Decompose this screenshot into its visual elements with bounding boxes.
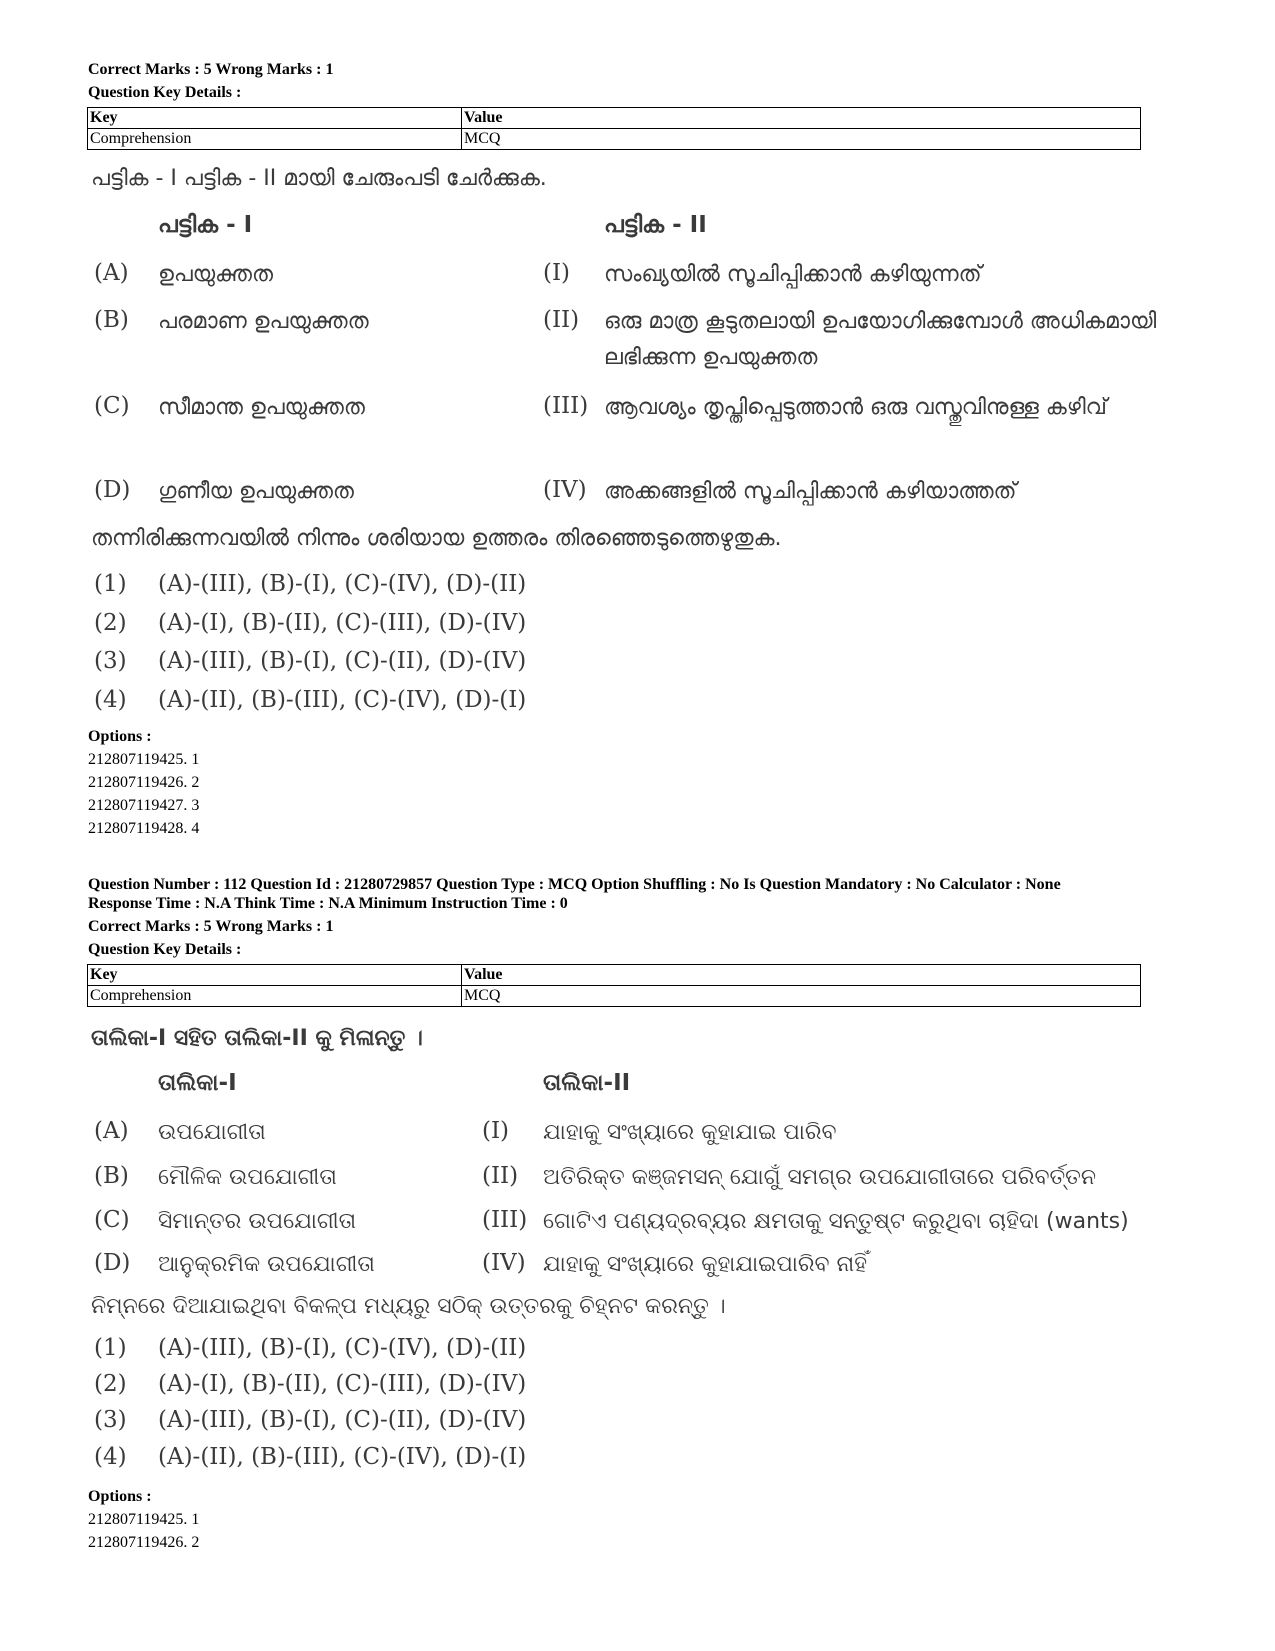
table-row bbox=[88, 108, 1141, 129]
q1-option-2: 212807119426. 2 bbox=[88, 774, 200, 791]
q2-col1-header: ତାଲିକା-I bbox=[158, 1070, 237, 1096]
table-row bbox=[88, 965, 1141, 986]
key-cell: Comprehension bbox=[88, 129, 462, 150]
value-cell: MCQ bbox=[462, 986, 1141, 1007]
q2-marks: Correct Marks : 5 Wrong Marks : 1 bbox=[88, 918, 334, 935]
key-header: Key bbox=[88, 108, 462, 129]
q1-key-table bbox=[87, 107, 1141, 150]
q1-row-iv-label: (IV) bbox=[543, 477, 587, 503]
q1-row-b-label: (B) bbox=[94, 307, 129, 333]
value-header: Value bbox=[462, 965, 1141, 986]
q1-choice-3-text: (A)-(III), (B)-(I), (C)-(II), (D)-(IV) bbox=[158, 648, 527, 674]
key-header: Key bbox=[88, 965, 462, 986]
q2-row-iv-label: (IV) bbox=[482, 1250, 526, 1276]
q2-choice-4-text: (A)-(II), (B)-(III), (C)-(IV), (D)-(I) bbox=[158, 1444, 527, 1470]
q2-choice-3-num: (3) bbox=[94, 1407, 127, 1433]
q2-choice-1-text: (A)-(III), (B)-(I), (C)-(IV), (D)-(II) bbox=[158, 1335, 527, 1361]
q1-stem: പട്ടിക - I പട്ടിക - II മായി ചേരുംപടി ചേർക്കുക. bbox=[91, 166, 547, 191]
q2-key-table bbox=[87, 964, 1141, 1007]
q1-key-details-label: Question Key Details : bbox=[88, 84, 242, 101]
q2-stem: ତାଲିକା-I ସହିତ ତାଲିକା-II କୁ ମିଳାନ୍ତୁ । bbox=[91, 1026, 423, 1051]
q2-row-b-label: (B) bbox=[94, 1163, 129, 1189]
key-cell: Comprehension bbox=[88, 986, 462, 1007]
q1-choice-4-num: (4) bbox=[94, 687, 127, 713]
q1-row-iii-text: ആവശ്യം തൃപ്തിപ്പെടുത്താൻ ഒരു വസ്തുവിനുള്ള കഴിവ് bbox=[604, 395, 1107, 420]
q2-option-1: 212807119425. 1 bbox=[88, 1511, 200, 1528]
q1-row-d-label: (D) bbox=[94, 477, 131, 503]
q2-row-iii-text: ଗୋଟିଏ ପଣ୍ୟଦ୍ରବ୍ୟର କ୍ଷମତାକୁ ସନ୍ତୁଷ୍ଟ କରୁଥିବା ଚାହିଦା (wants) bbox=[543, 1209, 1129, 1234]
q2-choice-2-num: (2) bbox=[94, 1371, 127, 1397]
q2-header-line1: Question Number : 112 Question Id : 21280729857 Question Type : MCQ Option Shuffling : No Is Question Mandatory : No Calculator : None bbox=[88, 876, 1061, 893]
q1-choice-4-text: (A)-(II), (B)-(III), (C)-(IV), (D)-(I) bbox=[158, 687, 527, 713]
q2-instruction: ନିମ୍ନରେ ଦିଆଯାଇଥିବା ବିକଳ୍ପ ମଧ୍ୟରୁ ସଠିକ୍ ଉତ୍ତରକୁ ଚିହ୍ନଟ କରନ୍ତୁ । bbox=[91, 1294, 726, 1319]
q1-choice-3-num: (3) bbox=[94, 648, 127, 674]
q1-row-c-label: (C) bbox=[94, 393, 130, 419]
q1-row-i-text: സംഖ്യയിൽ സൂചിപ്പിക്കാൻ കഴിയുന്നത് bbox=[604, 262, 982, 287]
q2-row-d-label: (D) bbox=[94, 1250, 131, 1276]
q1-instruction: തന്നിരിക്കുന്നവയിൽ നിന്നും ശരിയായ ഉത്തരം തിരഞ്ഞെടുത്തെഴുതുക. bbox=[91, 526, 782, 551]
q2-option-2: 212807119426. 2 bbox=[88, 1534, 200, 1551]
q1-row-c-text: സീമാന്ത ഉപയുക്തത bbox=[158, 395, 365, 420]
q1-row-d-text: ഗുണീയ ഉപയുക്തത bbox=[158, 479, 354, 504]
q2-row-iii-label: (III) bbox=[482, 1207, 528, 1233]
q1-choice-2-text: (A)-(I), (B)-(II), (C)-(III), (D)-(IV) bbox=[158, 610, 527, 636]
q1-row-ii-text: ഒരു മാത്ര കൂടുതലായി ഉപയോഗിക്കുമ്പോൾ അധികമായി ലഭിക്കുന്ന ഉപയുക്തത bbox=[604, 309, 1157, 370]
q1-row-a-text: ഉപയുക്തത bbox=[158, 262, 273, 287]
q2-row-i-text: ଯାହାକୁ ସଂଖ୍ୟାରେ କୁହାଯାଇ ପାରିବ bbox=[543, 1120, 837, 1145]
q1-option-4: 212807119428. 4 bbox=[88, 820, 200, 837]
q2-row-i-label: (I) bbox=[482, 1118, 510, 1144]
table-row bbox=[88, 129, 1141, 150]
q2-row-a-label: (A) bbox=[94, 1118, 129, 1144]
q2-choice-1-num: (1) bbox=[94, 1335, 127, 1361]
q1-option-1: 212807119425. 1 bbox=[88, 751, 200, 768]
q2-header-line2: Response Time : N.A Think Time : N.A Minimum Instruction Time : 0 bbox=[88, 895, 568, 912]
q1-choice-1-num: (1) bbox=[94, 571, 127, 597]
table-row bbox=[88, 986, 1141, 1007]
q2-row-ii-label: (II) bbox=[482, 1163, 519, 1189]
q1-marks: Correct Marks : 5 Wrong Marks : 1 bbox=[88, 61, 334, 78]
q2-row-ii-text: ଅତିରିକ୍ତ କଞ୍ଜମସନ୍ ଯୋଗୁଁ ସମଗ୍ର ଉପଯୋଗୀତାରେ ପରିବର୍ତ୍ତନ bbox=[543, 1165, 1097, 1190]
q2-options-label: Options : bbox=[88, 1488, 152, 1505]
q2-row-a-text: ଉପଯୋଗୀତା bbox=[158, 1120, 266, 1145]
q1-options-label: Options : bbox=[88, 728, 152, 745]
q1-col1-header: പട്ടിക - I bbox=[158, 212, 253, 238]
q2-choice-2-text: (A)-(I), (B)-(II), (C)-(III), (D)-(IV) bbox=[158, 1371, 527, 1397]
q2-key-details-label: Question Key Details : bbox=[88, 941, 242, 958]
q2-choice-3-text: (A)-(III), (B)-(I), (C)-(II), (D)-(IV) bbox=[158, 1407, 527, 1433]
q2-row-d-text: ଆନୁକ୍ରମିକ ଉପଯୋଗୀତା bbox=[158, 1252, 375, 1277]
q1-row-iv-text: അക്കങ്ങളിൽ സൂചിപ്പിക്കാൻ കഴിയാത്തത് bbox=[604, 479, 1017, 504]
q1-choice-1-text: (A)-(III), (B)-(I), (C)-(IV), (D)-(II) bbox=[158, 571, 527, 597]
q2-row-c-text: ସିମାନ୍ତର ଉପଯୋଗୀତା bbox=[158, 1209, 357, 1234]
q1-row-b-text: പരമാണ ഉപയുക്തത bbox=[158, 309, 369, 334]
q1-row-iii-label: (III) bbox=[543, 393, 589, 419]
q2-choice-4-num: (4) bbox=[94, 1444, 127, 1470]
q2-row-iv-text: ଯାହାକୁ ସଂଖ୍ୟାରେ କୁହାଯାଇପାରିବ ନାହିଁ bbox=[543, 1252, 868, 1277]
q1-row-i-label: (I) bbox=[543, 260, 571, 286]
value-header: Value bbox=[462, 108, 1141, 129]
value-cell: MCQ bbox=[462, 129, 1141, 150]
q2-row-c-label: (C) bbox=[94, 1207, 130, 1233]
q2-row-b-text: ମୌଳିକ ଉପଯୋଗୀତା bbox=[158, 1165, 337, 1190]
q1-option-3: 212807119427. 3 bbox=[88, 797, 200, 814]
q1-row-ii-label: (II) bbox=[543, 307, 580, 333]
q2-col2-header: ତାଲିକା-II bbox=[543, 1070, 631, 1096]
q1-row-a-label: (A) bbox=[94, 260, 129, 286]
q1-col2-header: പട്ടിക - II bbox=[604, 212, 707, 238]
q1-choice-2-num: (2) bbox=[94, 610, 127, 636]
